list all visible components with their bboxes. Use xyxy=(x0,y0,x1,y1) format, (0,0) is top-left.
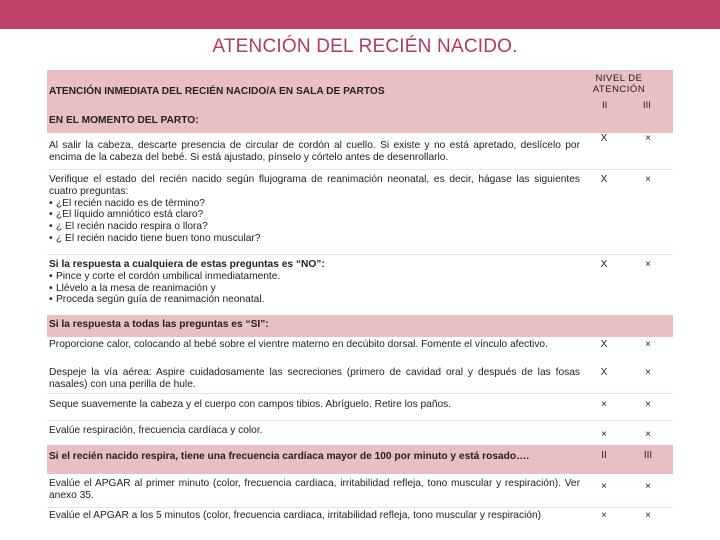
mark-level-ii: X xyxy=(600,339,608,350)
bullet-icon: • xyxy=(49,221,53,233)
row-text xyxy=(49,259,580,306)
list-item: • ¿El recién nacido es de término? xyxy=(49,197,205,209)
mark-level-ii: X xyxy=(600,367,608,378)
row-text xyxy=(49,174,580,245)
section-breath-label: Si el recién nacido respira, tiene una frecuencia cardíaca mayor de 100 por minuto y está rosado…. xyxy=(49,451,530,462)
row-text: Evalúe el APGAR a los 5 minutos (color, frecuencia cardiaca, irritabilidad refleja, tono muscular y respiración) xyxy=(49,510,542,521)
row-text: Despeje la vía aérea: Aspire cuidadosamente las secreciones (primero de cavidad oral y después de las fosas nasales) con una perilla de hule. xyxy=(49,367,580,390)
row-text: Al salir la cabeza, descarte presencia de circular de cordón al cuello. Si existe y no está apretado, deslícelo por encima de la cabeza del bebé. Si está ajustado, pínselo y córtelo antes de desenrollarlo. xyxy=(49,140,580,163)
mark-level-ii: × xyxy=(601,399,607,410)
mark-level-iii: × xyxy=(645,133,651,144)
row-intro: Verifique el estado del recién nacido según flujograma de reanimación neonatal, es decir, hágase las siguientes cuatro preguntas: xyxy=(49,174,580,197)
mark-level-iii: × xyxy=(645,367,651,378)
table-row xyxy=(47,170,673,254)
section-band-yes xyxy=(47,315,673,337)
mark-level-iii: × xyxy=(645,399,651,410)
list-item: • ¿ El recién nacido respira o llora? xyxy=(49,221,208,233)
list-item: • Pince y corte el cordón umbilical inmediatamente. xyxy=(49,270,281,282)
table-row xyxy=(47,394,673,420)
mark-level-ii: X xyxy=(600,259,608,270)
mark-level-iii: × xyxy=(645,174,651,185)
mark-level-iii: × xyxy=(645,429,651,440)
section-band-birth xyxy=(47,111,673,133)
table-row xyxy=(47,133,673,170)
row-text: Seque suavemente la cabeza y el cuerpo con campos tibios. Abríguelo. Retire los paños. xyxy=(49,399,452,410)
table-row xyxy=(47,508,673,538)
row-text: Evalúe el APGAR al primer minuto (color, frecuencia cardiaca, irritabilidad refleja, tono muscular y respiración). Ver anexo 35. xyxy=(49,478,580,501)
level-col-ii: II xyxy=(602,100,608,111)
mark-level-iii: × xyxy=(645,339,651,350)
section-band-breath xyxy=(47,445,673,474)
mark-level-ii: X xyxy=(600,133,608,144)
bullet-icon: • xyxy=(49,294,53,306)
row-text: Evalúe respiración, frecuencia cardíaca y color. xyxy=(49,425,263,436)
bullet-icon: • xyxy=(49,270,53,282)
section-birth-label: EN EL MOMENTO DEL PARTO: xyxy=(49,115,199,126)
top-accent-bar xyxy=(0,0,720,29)
level-col-iii: III xyxy=(643,100,651,111)
mark-level-ii: X xyxy=(600,174,608,185)
table-row xyxy=(47,255,673,315)
bullet-icon: • xyxy=(49,197,53,209)
mark-level-iii: × xyxy=(645,510,651,521)
mark-level-ii: × xyxy=(601,481,607,492)
page-title: ATENCIÓN DEL RECIÉN NACIDO. xyxy=(212,36,518,57)
table-row xyxy=(47,363,673,393)
table-row xyxy=(47,476,673,508)
bullet-icon: • xyxy=(49,209,53,221)
row-intro: Si la respuesta a cualquiera de estas preguntas es “NO”: xyxy=(49,259,325,270)
mark-level-iii: × xyxy=(645,259,651,270)
breath-col-ii: II xyxy=(601,450,607,461)
breath-col-iii: III xyxy=(643,450,653,461)
table-header: ATENCIÓN INMEDIATA DEL RECIÉN NACIDO/A EN SALA DE PARTOS xyxy=(49,86,385,97)
table-row xyxy=(47,337,673,363)
section-yes-label: Si la respuesta a todas las preguntas es “SI”: xyxy=(49,319,269,330)
row-text: Proporcione calor, colocando al bebé sobre el vientre materno en decúbito dorsal. Fomente el vínculo afectivo. xyxy=(49,339,548,350)
mark-level-ii: × xyxy=(601,510,607,521)
list-item: • Proceda según guía de reanimación neonatal. xyxy=(49,294,265,306)
list-item: • Llévelo a la mesa de reanimación y xyxy=(49,282,216,294)
bullet-icon: • xyxy=(49,282,53,294)
list-item: • ¿ El recién nacido tiene buen tono muscular? xyxy=(49,232,261,244)
bullet-icon: • xyxy=(49,232,53,244)
level-header: NIVEL DE ATENCIÓN xyxy=(592,73,646,95)
mark-level-iii: × xyxy=(645,481,651,492)
table-row xyxy=(47,421,673,445)
list-item: • ¿El líquido amniótico está claro? xyxy=(49,209,204,221)
mark-level-ii: × xyxy=(601,429,607,440)
